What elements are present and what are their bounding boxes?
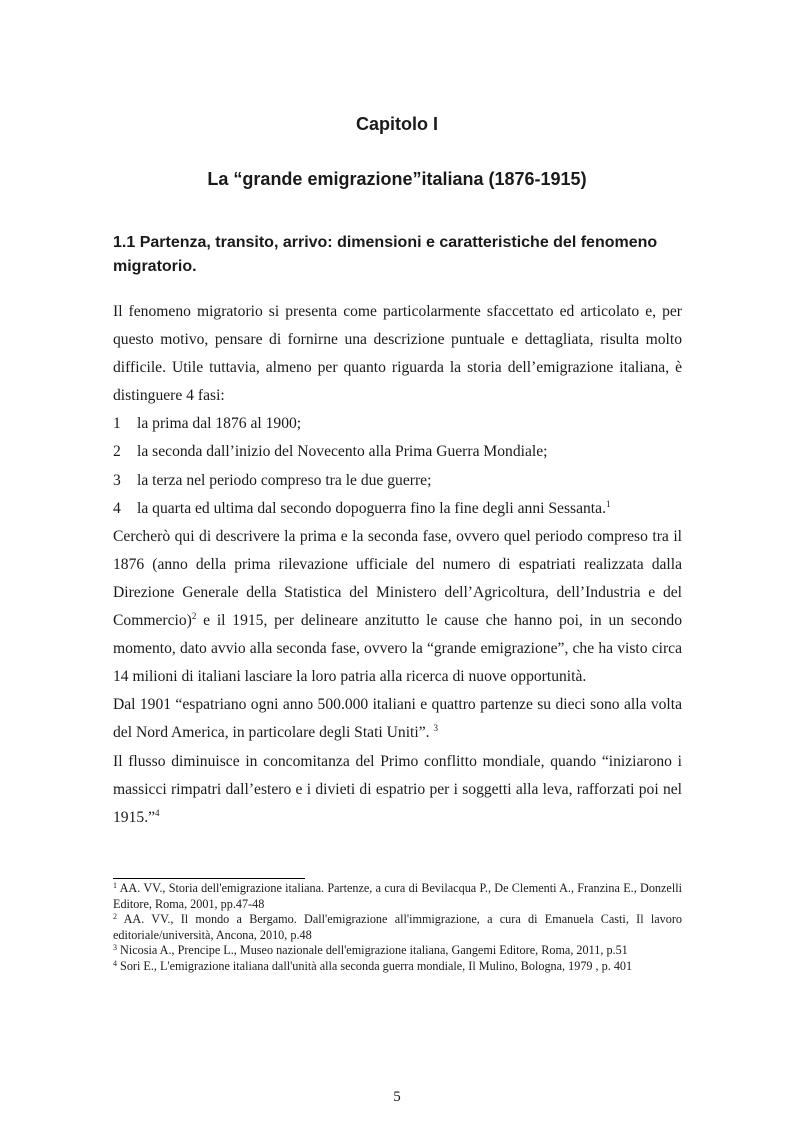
footnote-number: 1: [113, 881, 117, 890]
footnote-ref[interactable]: 1: [605, 498, 611, 509]
list-number: 4: [113, 499, 121, 517]
list-item: [113, 438, 682, 466]
body-text: [113, 298, 682, 832]
section-heading: 1.1 Partenza, transito, arrivo: dimensioni e caratteristiche del fenomeno migratorio.: [113, 234, 658, 275]
footnote-text: AA. VV., Il mondo a Bergamo. Dall'emigrazione all'immigrazione, a cura di Emanuela Casti, Il lavoro editoriale/università, Ancona, 2010, p.48: [113, 912, 682, 942]
paragraph-phases: [113, 523, 682, 692]
footnote-divider: [113, 878, 305, 879]
list-text-container: [137, 495, 610, 523]
footnotes: [113, 881, 682, 974]
paragraph-text: Dal 1901 “espatriano ogni anno 500.000 italiani e quattro partenze su dieci sono alla volta del Nord America, in particolare degli Stati Uniti”.: [113, 696, 682, 742]
list-item: [113, 410, 682, 438]
list-item: [113, 495, 682, 523]
list-item: [113, 467, 682, 495]
footnote-number: 2: [113, 912, 117, 921]
list-number: 1: [113, 415, 121, 433]
footnote-ref[interactable]: 4: [155, 807, 160, 818]
list-text: la seconda dall’inizio del Novecento alla Prima Guerra Mondiale;: [137, 443, 548, 461]
page-number: 5: [393, 1089, 401, 1105]
list-number: 2: [113, 443, 121, 461]
footnote-ref[interactable]: 3: [433, 723, 438, 734]
paragraph-1901: [113, 691, 682, 747]
paragraph-text: Cercherò qui di descrivere la prima e la seconda fase, ovvero quel periodo compreso tra il 1876 (anno della prima rilevazione ufficiale del numero di espatriati realizzata dalla Direzione Generale della Statistica del Ministero dell’Agricoltura, dell’Industria e del Commercio): [113, 527, 682, 630]
footnote: [113, 912, 682, 943]
footnote: [113, 881, 682, 912]
footnote-ref[interactable]: 2: [191, 611, 197, 622]
paragraph-text: e il 1915, per delineare anzitutto le cause che hanno poi, in un secondo momento, dato avvio alla seconda fase, ovvero la “grande emigrazione”, che ha visto circa 14 milioni di italiani lasciare la loro patria alla ricerca di nuove opportunità.: [113, 612, 682, 686]
paragraph-text: Il flusso diminuisce in concomitanza del Primo conflitto mondiale, quando “iniziarono i massicci rimpatri dall’estero e i divieti di espatrio per i soggetti alla leva, rafforzati poi nel 1915.”: [113, 752, 682, 826]
footnote-number: 4: [113, 958, 117, 968]
list-text: la prima dal 1876 al 1900;: [137, 415, 302, 433]
footnote-text: Sori E., L'emigrazione italiana dall'unità alla seconda guerra mondiale, Il Mulino, Bologna, 1979 , p. 401: [117, 958, 633, 973]
paragraph-decline: [113, 748, 682, 832]
list-text: la quarta ed ultima dal secondo dopoguerra fino la fine degli anni Sessanta.: [137, 499, 606, 517]
paragraph-intro: Il fenomeno migratorio si presenta come particolarmente sfaccettato ed articolato e, per questo motivo, pensare di fornirne una descrizione puntuale e dettagliata, risulta molto difficile. Utile tuttavia, almeno per quanto riguarda la storia dell’emigrazione italiana, è distinguere 4 fasi:: [113, 303, 682, 405]
footnote-text: AA. VV., Storia dell'emigrazione italiana. Partenze, a cura di Bevilacqua P., De Clementi A., Franzina E., Donzelli Editore, Roma, 2001, pp.47-48: [113, 881, 682, 911]
footnote-text: Nicosia A., Prencipe L., Museo nazionale dell'emigrazione italiana, Gangemi Editore, Roma, 2011, p.51: [117, 943, 628, 957]
footnote: [113, 959, 682, 975]
footnote-number: 3: [113, 943, 117, 952]
list-text: la terza nel periodo compreso tra le due guerre;: [137, 471, 432, 489]
list-number: 3: [113, 471, 121, 489]
footnote: [113, 943, 682, 959]
chapter-title: La “grande emigrazione”italiana (1876-1915): [207, 169, 587, 189]
chapter-heading: Capitolo I: [356, 114, 438, 134]
